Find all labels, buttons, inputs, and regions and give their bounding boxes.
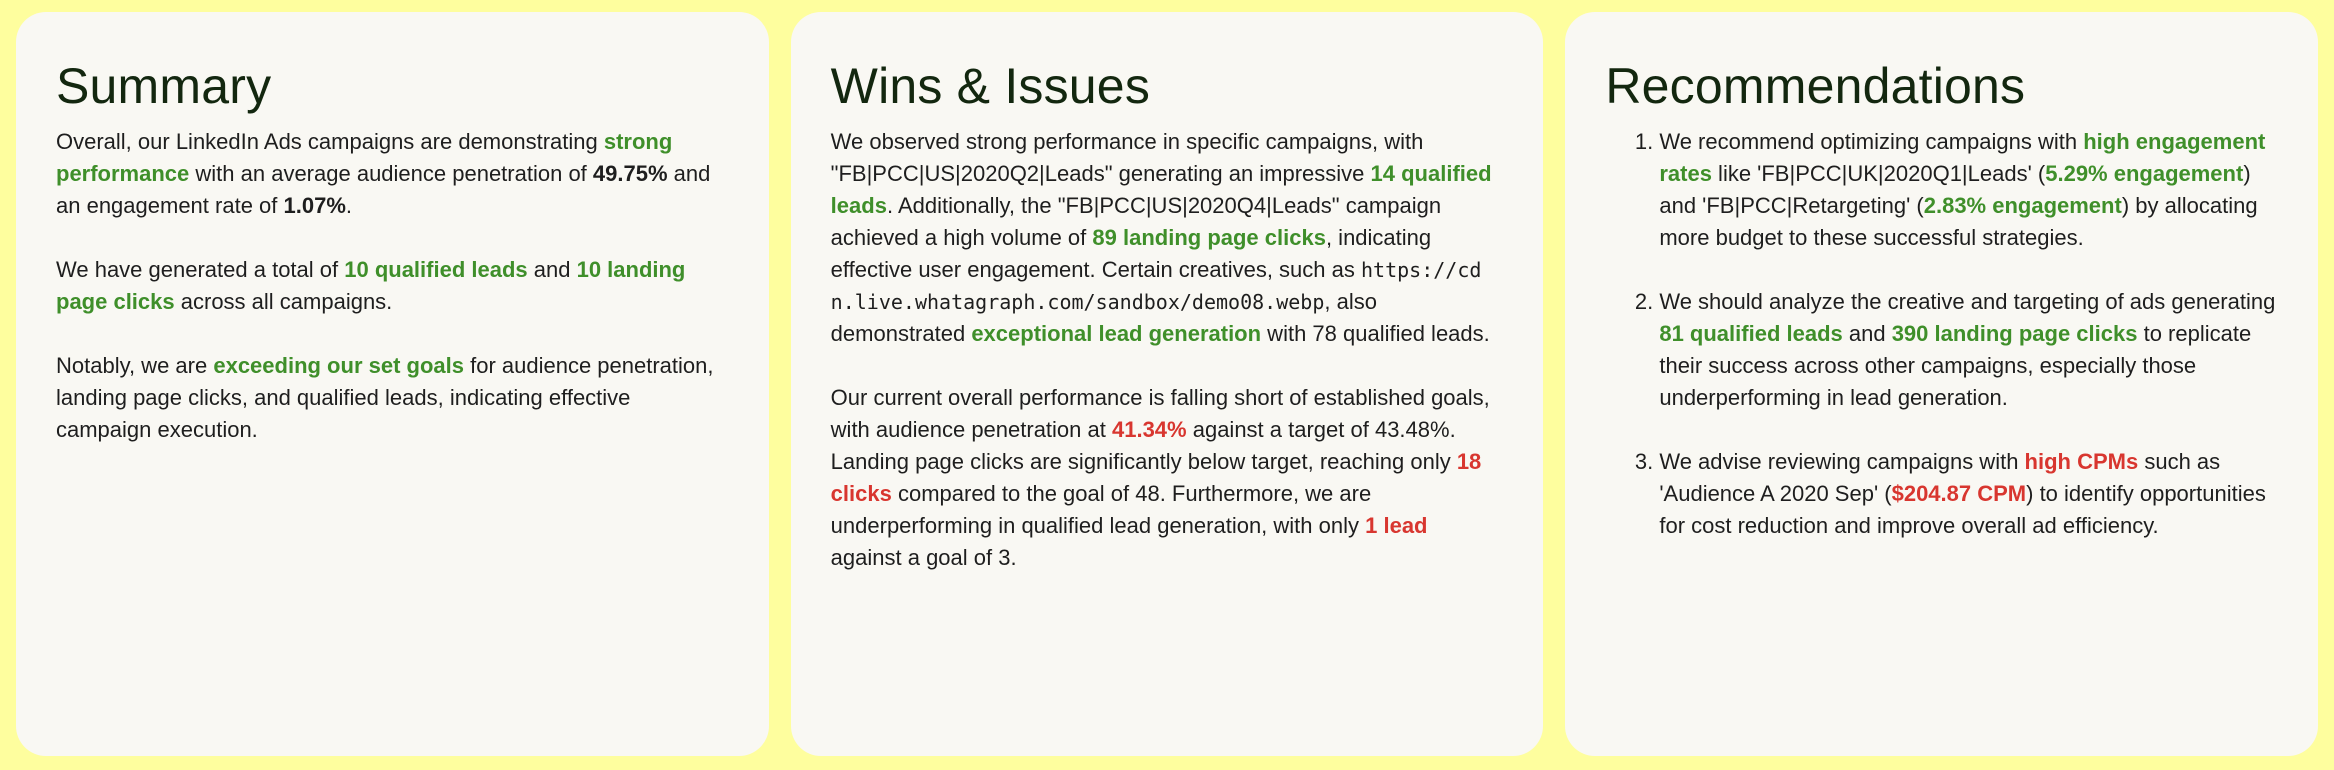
issues-paragraph xyxy=(831,382,1504,574)
highlight-positive: exceptional lead generation xyxy=(971,320,1262,346)
summary-title: Summary xyxy=(56,58,272,114)
recommendation-item xyxy=(1659,446,2278,542)
wins-paragraph xyxy=(831,126,1504,350)
highlight-positive: strong performance xyxy=(56,128,673,186)
text: like 'FB|PCC|UK|2020Q1|Leads' ( xyxy=(1711,160,2046,186)
text: against a goal of 3. xyxy=(830,544,1017,570)
creative-url: https://cdn.live.whatagraph.com/sandbox/demo08.webp xyxy=(830,257,1482,314)
highlight-positive: 2.83% engagement xyxy=(1923,192,2122,218)
highlight-positive: 390 landing page clicks xyxy=(1891,320,2138,346)
text: We have generated a total of xyxy=(56,256,345,282)
summary-paragraph-2 xyxy=(56,254,729,318)
highlight-negative: high CPMs xyxy=(2024,448,2139,474)
text: , indicating effective user engagement. Certain creatives, such as xyxy=(830,224,1432,282)
text: . Additionally, the "FB|PCC|US|2020Q4|Leads" campaign achieved a high volume of xyxy=(830,192,1442,250)
recommendations-list xyxy=(1605,126,2278,542)
text: and an engagement rate of xyxy=(56,160,711,218)
text: We advise reviewing campaigns with xyxy=(1659,448,2025,474)
text: against a target of 43.48%. Landing page clicks are significantly below target, reaching only xyxy=(830,416,1457,474)
text: with 78 qualified leads. xyxy=(1261,320,1490,346)
text: We observed strong performance in specific campaigns, with "FB|PCC|US|2020Q2|Leads" generating an impressive xyxy=(830,128,1424,186)
text: ) to identify opportunities for cost reduction and improve overall ad efficiency. xyxy=(1659,480,2266,538)
text: . xyxy=(345,192,353,218)
highlight-positive: 5.29% engagement xyxy=(2045,160,2244,186)
text: for audience penetration, landing page clicks, and qualified leads, indicating effective campaign execution. xyxy=(56,352,714,442)
highlight-positive: 10 landing page clicks xyxy=(56,256,686,314)
text: with an average audience penetration of xyxy=(189,160,593,186)
recommendation-item xyxy=(1659,286,2278,414)
recommendation-item xyxy=(1659,126,2278,254)
text: to replicate their success across other campaigns, especially those underperforming in lead generation. xyxy=(1659,320,2252,410)
highlight-negative: 1 lead xyxy=(1365,512,1428,538)
wins-issues-card xyxy=(791,12,1544,756)
text: Overall, our LinkedIn Ads campaigns are demonstrating xyxy=(56,128,604,154)
summary-paragraph-1 xyxy=(56,126,729,222)
text: , also demonstrated xyxy=(830,288,1377,346)
recommendations-title: Recommendations xyxy=(1605,58,2026,114)
highlight-positive: 10 qualified leads xyxy=(344,256,528,282)
text: ) by allocating more budget to these successful strategies. xyxy=(1659,192,2258,250)
text: Notably, we are xyxy=(56,352,214,378)
text: We recommend optimizing campaigns with xyxy=(1659,128,2084,154)
highlight-negative: 18 clicks xyxy=(830,448,1482,506)
text: compared to the goal of 48. Furthermore, we are underperforming in qualified lead generation, with only xyxy=(830,480,1372,538)
highlight-positive: 14 qualified leads xyxy=(830,160,1492,218)
highlight-negative: $204.87 CPM xyxy=(1891,480,2027,506)
text: ) and 'FB|PCC|Retargeting' ( xyxy=(1659,160,2251,218)
text: We should analyze the creative and targeting of ads generating xyxy=(1659,288,2276,314)
summary-paragraph-3 xyxy=(56,350,729,446)
text: such as 'Audience A 2020 Sep' ( xyxy=(1659,448,2221,506)
text: and xyxy=(527,256,577,282)
metric-audience-penetration: 49.75% xyxy=(592,160,668,186)
highlight-positive: exceeding our set goals xyxy=(213,352,464,378)
highlight-positive: high engagement rates xyxy=(1659,128,2266,186)
wins-issues-title: Wins & Issues xyxy=(830,58,1151,114)
recommendations-card xyxy=(1565,12,2318,756)
summary-card xyxy=(16,12,769,756)
highlight-positive: 89 landing page clicks xyxy=(1092,224,1326,250)
metric-engagement-rate: 1.07% xyxy=(283,192,346,218)
text: across all campaigns. xyxy=(174,288,393,314)
text: Our current overall performance is falling short of established goals, with audience penetration at xyxy=(830,384,1490,442)
highlight-positive: 81 qualified leads xyxy=(1659,320,1843,346)
text: and xyxy=(1842,320,1892,346)
highlight-negative: 41.34% xyxy=(1111,416,1187,442)
